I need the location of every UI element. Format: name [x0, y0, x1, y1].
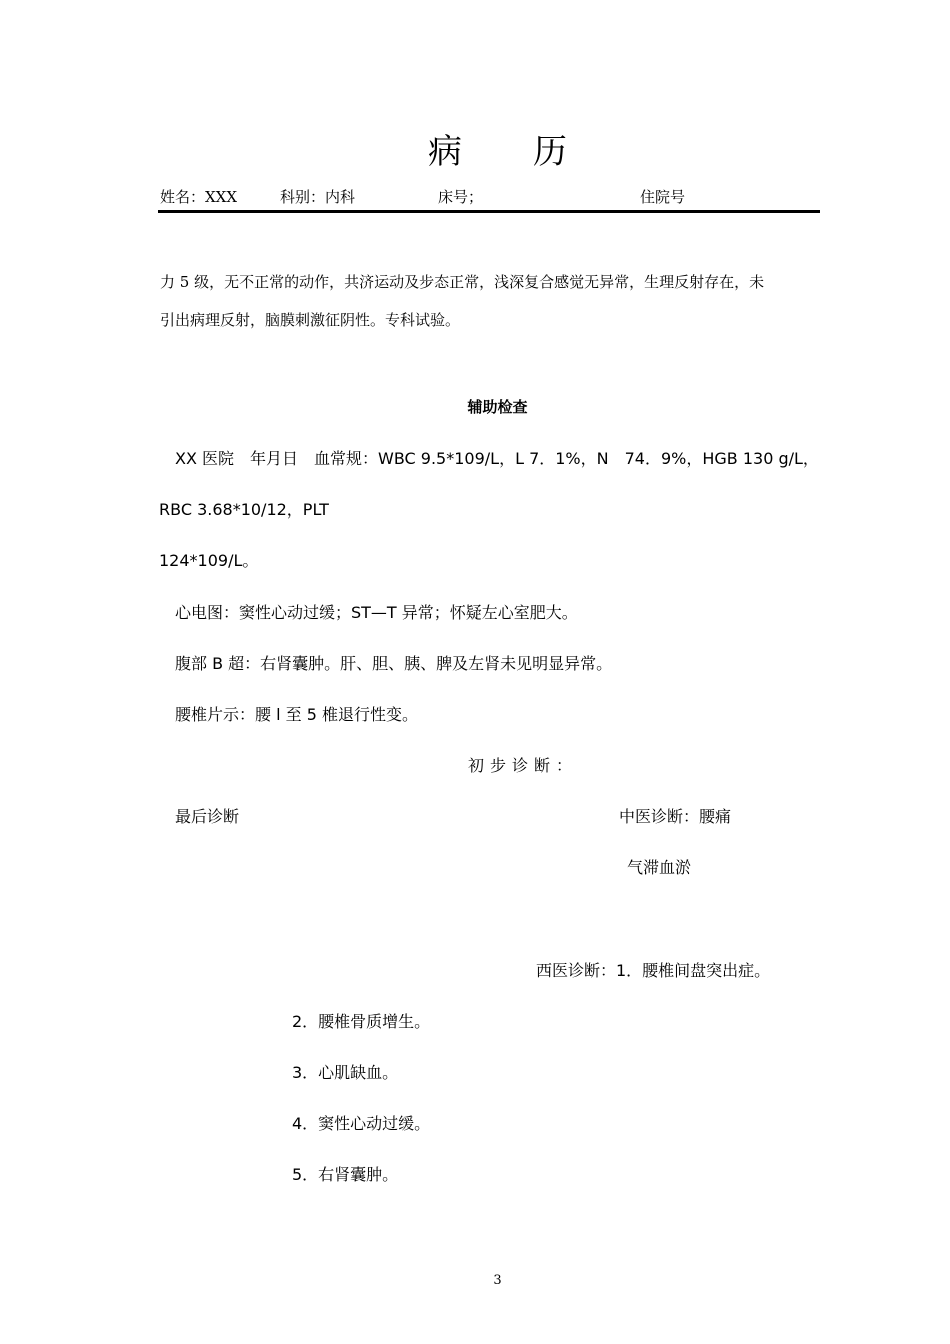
western-diagnosis-3: 3．心肌缺血。	[292, 1063, 399, 1082]
admission-number-field: 住院号	[640, 188, 686, 206]
western-diagnosis-2: 2．腰椎骨质增生。	[292, 1012, 431, 1031]
western-diagnosis-5: 5．右肾囊肿。	[292, 1165, 399, 1184]
lab-results-line3: 124*109/L。	[159, 551, 259, 570]
exam-text-line1: 力 5 级，无不正常的动作，共济运动及步态正常，浅深复合感觉无异常，生理反射存在，未	[160, 273, 765, 291]
page-number: 3	[493, 1273, 502, 1288]
tcm-syndrome: 气滞血淤	[627, 858, 692, 877]
lab-results-line1: XX 医院 年月日 血常规：WBC 9.5*109/L，L 7．1%，N 74．9%，HGB 130 g/L，	[175, 449, 819, 468]
lab-results-line2: RBC 3.68*10/12，PLT	[159, 500, 329, 519]
header-divider	[158, 210, 820, 213]
ultrasound-result: 腹部 B 超：右肾囊肿。肝、胆、胰、脾及左肾未见明显异常。	[175, 654, 613, 673]
xray-result: 腰椎片示：腰 l 至 5 椎退行性变。	[175, 705, 418, 724]
patient-name-field: 姓名：XXX	[160, 188, 238, 206]
exam-text-line2: 引出病理反射，脑膜刺激征阴性。专科试验。	[160, 311, 461, 329]
western-diagnosis-4: 4．窦性心动过缓。	[292, 1114, 431, 1133]
auxiliary-exam-heading: 辅助检查	[467, 398, 528, 416]
document-title-part2: 历	[533, 132, 567, 172]
ecg-result: 心电图：窦性心动过缓；ST—T 异常；怀疑左心室肥大。	[175, 603, 578, 622]
western-diagnosis-1: 西医诊断：1．腰椎间盘突出症。	[536, 961, 771, 980]
document-title-part1: 病	[428, 132, 462, 172]
tcm-diagnosis: 中医诊断：腰痛	[619, 807, 732, 826]
preliminary-diagnosis-label: 初步诊断：	[468, 756, 579, 775]
final-diagnosis-label: 最后诊断	[175, 807, 240, 826]
bed-number-field: 床号；	[438, 188, 484, 206]
department-field: 科别：内科	[280, 188, 356, 206]
